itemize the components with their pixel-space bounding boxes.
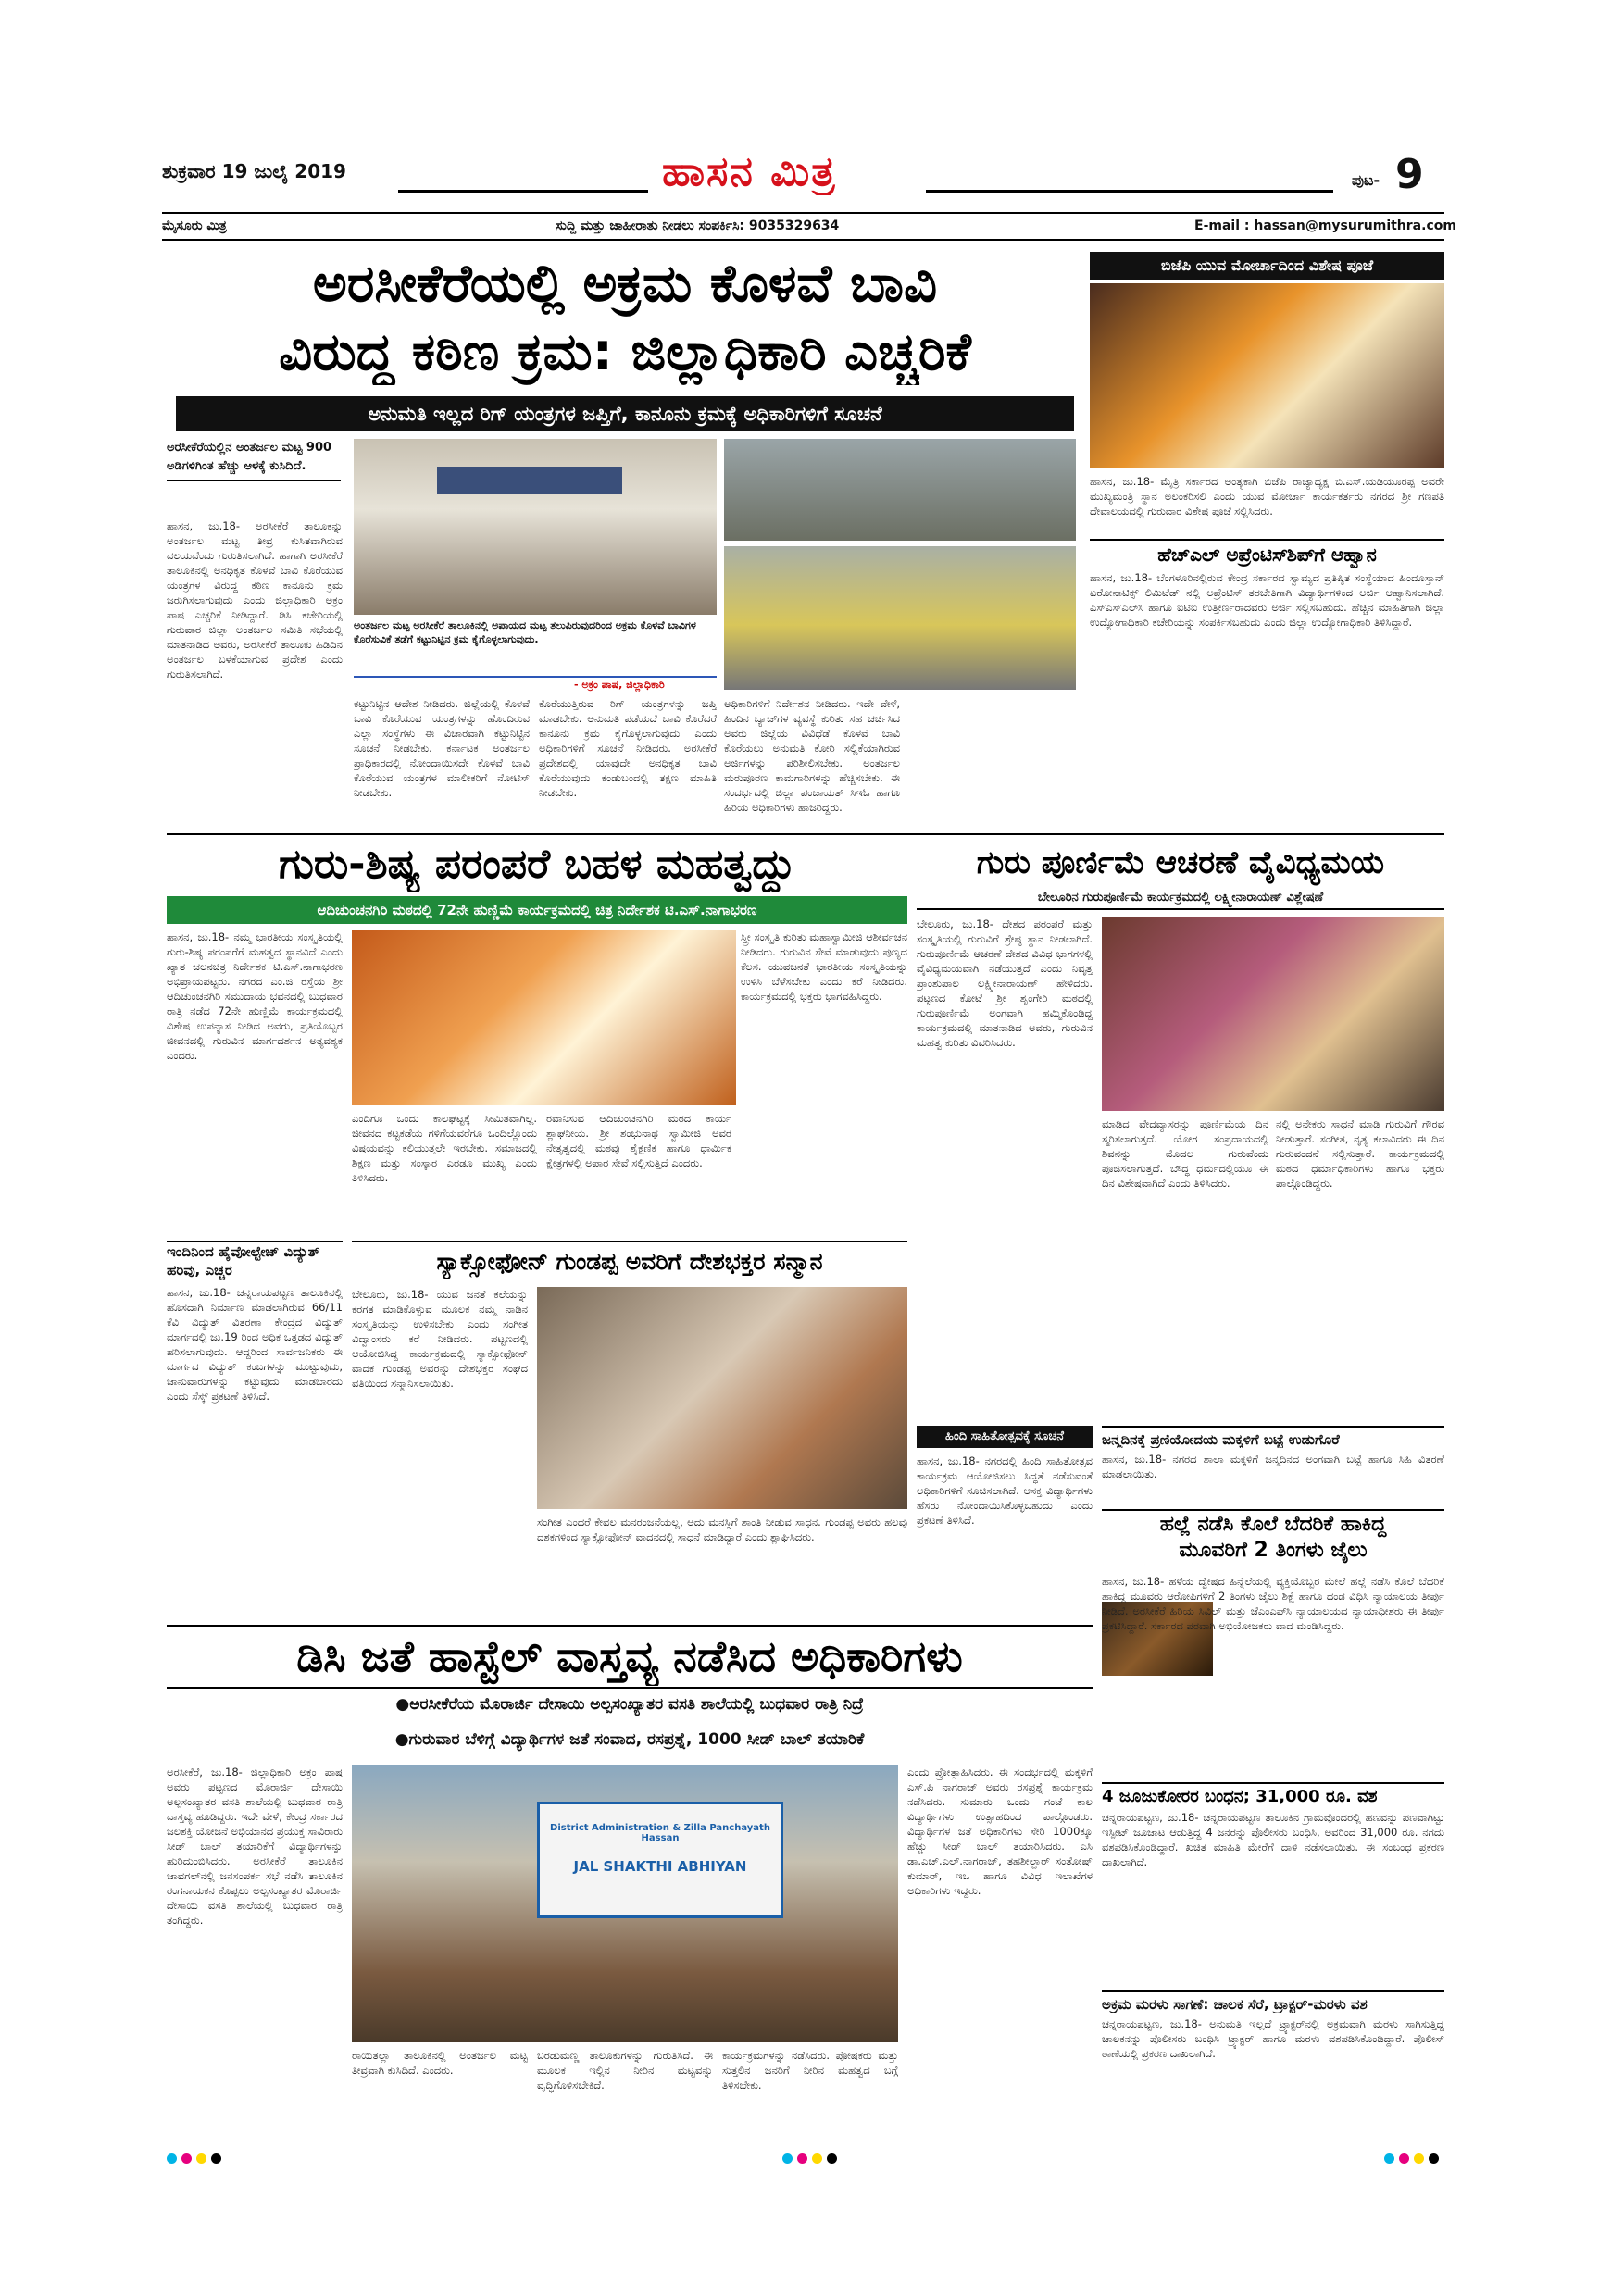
color-bar-left — [167, 2150, 226, 2167]
poornime-text3: ನಲ್ಲಿ ಅನೇಕರು ಸಾಧನೆ ಮಾಡಿ ಗುರುವಿಗೆ ಗೌರವ ನೀಡುತ್ತಾರೆ. ಸಂಗೀತ, ನೃತ್ಯ ಕಲಾವಿದರು ಈ ದಿನ ಗುರುವಂದನೆ ಸಲ್ಲಿಸುತ್ತಾರೆ. ಕಾರ್ಯಕ್ರಮದಲ್ಲಿ ಮಠದ ಧರ್ಮಾಧಿಕಾರಿಗಳು ಹಾಗೂ ಭಕ್ತರು ಪಾಲ್ಗೊಂಡಿದ್ದರು. — [1276, 1117, 1444, 1190]
hostel-col2: ರಾಯಿತಲ್ಲಾ ತಾಲೂಕಿನಲ್ಲಿ ಅಂತರ್ಜಲ ಮಟ್ಟ ತೀವ್ರವಾಗಿ ಕುಸಿದಿದೆ. ಎಂದರು. — [352, 2049, 528, 2077]
header-rule-left — [398, 190, 648, 193]
lead-col3: ಕೊರೆಯುತ್ತಿರುವ ರಿಗ್ ಯಂತ್ರಗಳನ್ನು ಜಪ್ತಿ ಮಾಡಬೇಕು. ಅನುಮತಿ ಪಡೆಯದೆ ಬಾವಿ ಕೊರೆದರೆ ಕಾನೂನು ಕ್ರಮ ಕೈಗೊಳ್ಳಲಾಗುವುದು ಎಂದು ಅಧಿಕಾರಿಗಳಿಗೆ ಸೂಚನೆ ನೀಡಿದರು. ಅರಸೀಕೆರೆ ಪ್ರದೇಶದಲ್ಲಿ ಯಾವುದೇ ಅನಧಿಕೃತ ಬಾವಿ ಕೊರೆಯುವುದು ಕಂಡುಬಂದಲ್ಲಿ ತಕ್ಷಣ ಮಾಹಿತಿ ನೀಡಬೇಕು. — [539, 697, 717, 799]
page-label: ಪುಟ- — [1352, 171, 1380, 189]
hostel-col1: ಅರಸೀಕೆರೆ, ಜು.18- ಜಿಲ್ಲಾಧಿಕಾರಿ ಅಕ್ರಂ ಪಾಷ ಅವರು ಪಟ್ಟಣದ ಮೊರಾರ್ಜಿ ದೇಸಾಯಿ ಅಲ್ಪಸಂಖ್ಯಾತರ ವಸತಿ ಶಾಲೆಯಲ್ಲಿ ಬುಧವಾರ ರಾತ್ರಿ ವಾಸ್ತವ್ಯ ಹೂಡಿದ್ದರು. ಇದೇ ವೇಳೆ, ಕೇಂದ್ರ ಸರ್ಕಾರದ ಜಲಶಕ್ತಿ ಯೋಜನೆ ಅಭಿಯಾನದ ಪ್ರಯುಕ್ತ ಸಾವಿರಾರು ಸೀಡ್ ಬಾಲ್ ತಯಾರಿಕೆಗೆ ವಿದ್ಯಾರ್ಥಿಗಳನ್ನು ಹುರಿದುಂಬಿಸಿದರು. ಅರಸೀಕೆರೆ ತಾಲೂಕಿನ ಜಾವಗಲ್‌ನಲ್ಲಿ ಜನಸಂಪರ್ಕ ಸಭೆ ನಡೆಸಿ ತಾಲೂಕಿನ ರಂಗನಾಯಕನ ಕೊಪ್ಪಲು ಅಲ್ಪಸಂಖ್ಯಾತರ ಮೊರಾರ್ಜಿ ದೇಸಾಯಿ ವಸತಿ ಶಾಲೆಯಲ್ಲಿ ಬುಧವಾರ ರಾತ್ರಿ ತಂಗಿದ್ದರು. — [167, 1766, 343, 1927]
dot-black — [1429, 2153, 1439, 2164]
dot-magenta — [181, 2153, 192, 2164]
poornime-text2: ಮಾಡಿದ ವೇದವ್ಯಾಸರನ್ನು ಪೂರ್ಣಿಮೆಯ ದಿನ ಸ್ಮರಿಸಲಾಗುತ್ತದೆ. ಯೋಗ ಸಂಪ್ರದಾಯದಲ್ಲಿ ಶಿವನನ್ನು ಮೊದಲ ಗುರುವೆಂದು ಪೂಜಿಸಲಾಗುತ್ತದೆ. ಬೌದ್ಧ ಧರ್ಮದಲ್ಲಿಯೂ ಈ ದಿನ ವಿಶೇಷವಾಗಿದೆ ಎಂದು ತಿಳಿಸಿದರು. — [1102, 1117, 1268, 1190]
lead-col1: ಹಾಸನ, ಜು.18- ಅರಸೀಕೆರೆ ತಾಲೂಕನ್ನು ಅಂತರ್ಜಲ ಮಟ್ಟ ತೀವ್ರ ಕುಸಿತವಾಗಿರುವ ವಲಯವೆಂದು ಗುರುತಿಸಲಾಗಿದೆ. ಹಾಗಾಗಿ ಅರಸೀಕೆರೆ ತಾಲೂಕಿನಲ್ಲಿ ಅನಧಿಕೃತ ಕೊಳವೆ ಬಾವಿ ಕೊರೆಯುವ ಯಂತ್ರಗಳ ವಿರುದ್ಧ ಕಠಿಣ ಕಾನೂನು ಕ್ರಮ ಜರುಗಿಸಲಾಗುವುದು ಎಂದು ಜಿಲ್ಲಾಧಿಕಾರಿ ಅಕ್ರಂ ಪಾಷ ಎಚ್ಚರಿಕೆ ನೀಡಿದ್ದಾರೆ. ಡಿಸಿ ಕಚೇರಿಯಲ್ಲಿ ಗುರುವಾರ ಜಿಲ್ಲಾ ಅಂತರ್ಜಲ ಸಮಿತಿ ಸಭೆಯಲ್ಲಿ ಮಾತನಾಡಿದ ಅವರು, ಅರಸೀಕೆರೆ ತಾಲೂಕು ಹಿಡಿದಿನ ಅಂತರ್ಜಲ ಬಳಕೆಯಾಗುವ ಪ್ರದೇಶ ಎಂದು ಗುರುತಿಸಲಾಗಿದೆ. — [167, 519, 343, 680]
dot-yellow — [196, 2153, 206, 2164]
electric-title: ಇಂದಿನಿಂದ ಹೈವೋಲ್ಟೇಜ್ ವಿದ್ಯುತ್ ಹರಿವು, ಎಚ್ಚರ — [167, 1241, 343, 1279]
guru-col1: ಹಾಸನ, ಜು.18- ನಮ್ಮ ಭಾರತೀಯ ಸಂಸ್ಕೃತಿಯಲ್ಲಿ ಗುರು-ಶಿಷ್ಯ ಪರಂಪರೆಗೆ ಮಹತ್ವದ ಸ್ಥಾನವಿದೆ ಎಂದು ಖ್ಯಾತ ಚಲನಚಿತ್ರ ನಿರ್ದೇಶಕ ಟಿ.ಎಸ್.ನಾಗಾಭರಣ ಅಭಿಪ್ರಾಯಪಟ್ಟರು. ನಗರದ ಎಂ.ಜಿ ರಸ್ತೆಯ ಶ್ರೀ ಆದಿಚುಂಚನಗಿರಿ ಸಮುದಾಯ ಭವನದಲ್ಲಿ ಬುಧವಾರ ರಾತ್ರಿ ನಡೆದ 72ನೇ ಹುಣ್ಣಿಮೆ ಕಾರ್ಯಕ್ರಮದಲ್ಲಿ ವಿಶೇಷ ಉಪನ್ಯಾಸ ನೀಡಿದ ಅವರು, ಪ್ರತಿಯೊಬ್ಬರ ಜೀವನದಲ್ಲಿ ಗುರುವಿನ ಮಾರ್ಗದರ್ಶನ ಅತ್ಯವಶ್ಯಕ ಎಂದರು. — [167, 930, 343, 1062]
dot-yellow — [812, 2153, 822, 2164]
issue-date: ಶುಕ್ರವಾರ 19 ಜುಲೈ 2019 — [162, 160, 346, 182]
poornime-text: ಬೇಲೂರು, ಜು.18- ದೇಶದ ಪರಂಪರೆ ಮತ್ತು ಸಂಸ್ಕೃತಿಯಲ್ಲಿ ಗುರುವಿಗೆ ಶ್ರೇಷ್ಠ ಸ್ಥಾನ ನೀಡಲಾಗಿದೆ. ಗುರುಪೂರ್ಣಿಮೆ ಆಚರಣೆ ದೇಶದ ವಿವಿಧ ಭಾಗಗಳಲ್ಲಿ ವೈವಿಧ್ಯಮಯವಾಗಿ ನಡೆಯುತ್ತದೆ ಎಂದು ನಿವೃತ್ತ ಪ್ರಾಂಶುಪಾಲ ಲಕ್ಷ್ಮೀನಾರಾಯಣ್ ಹೇಳಿದರು. ಪಟ್ಟಣದ ಕೋಟೆ ಶ್ರೀ ಶೃಂಗೇರಿ ಮಠದಲ್ಲಿ ಗುರುಪೂರ್ಣಿಮೆ ಅಂಗವಾಗಿ ಹಮ್ಮಿಕೊಂಡಿದ್ದ ಕಾರ್ಯಕ್ರಮದಲ್ಲಿ ಮಾತನಾಡಿದ ಅವರು, ಗುರುವಿನ ಮಹತ್ವ ಕುರಿತು ವಿವರಿಸಿದರು. — [917, 917, 1093, 1049]
sidebar-story2-title: ಹೆಚ್‍ಎಲ್ ಅಪ್ರೆಂಟಿಸ್‍ಶಿಪ್‍ಗೆ ಆಹ್ವಾನ — [1090, 539, 1444, 568]
lead-headline-2: ವಿರುದ್ಧ ಕಠಿಣ ಕ್ರಮ: ಜಿಲ್ಲಾಧಿಕಾರಿ ಎಚ್ಚರಿಕೆ — [279, 322, 971, 382]
dot-black — [827, 2153, 837, 2164]
dot-cyan — [782, 2153, 793, 2164]
hostel-bullet2: ●ಗುರುವಾರ ಬೆಳಿಗ್ಗೆ ವಿದ್ಯಾರ್ಥಿಗಳ ಜತೆ ಸಂವಾದ, ರಸಪ್ರಶ್ನೆ, 1000 ಸೀಡ್ ಬಾಲ್ ತಯಾರಿಕೆ — [394, 1730, 865, 1749]
dot-black — [211, 2153, 221, 2164]
sidebar-story1-title: ಬಿಜೆಪಿ ಯುವ ಮೋರ್ಚಾದಿಂದ ವಿಶೇಷ ಪೂಜೆ — [1090, 252, 1444, 280]
saxophone-title: ಸ್ಯಾಕ್ಸೋಫೋನ್ ಗುಂಡಪ್ಪ ಅವರಿಗೆ ದೇಶಭಕ್ತರ ಸನ್ಮಾನ — [352, 1241, 907, 1281]
edition-name: ಮೈಸೂರು ಮಿತ್ರ — [162, 218, 227, 233]
jail-title-2: ಮೂವರಿಗೆ 2 ತಿಂಗಳು ಜೈಲು — [1179, 1539, 1368, 1562]
contact-line: ಸುದ್ದಿ ಮತ್ತು ಜಾಹೀರಾತು ನೀಡಲು ಸಂಪರ್ಕಿಸಿ: 9035329634 — [556, 218, 840, 233]
janatha-title: ಜನ್ಮದಿನಕ್ಕೆ ಪ್ರಣಿಯೋದಯ ಮಕ್ಕಳಿಗೆ ಬಟ್ಟೆ ಉಡುಗೊರೆ — [1102, 1426, 1444, 1448]
electric-text: ಹಾಸನ, ಜು.18- ಚನ್ನರಾಯಪಟ್ಟಣ ತಾಲೂಕಿನಲ್ಲಿ ಹೊಸದಾಗಿ ನಿರ್ಮಾಣ ಮಾಡಲಾಗಿರುವ 66/11 ಕೆವಿ ವಿದ್ಯುತ್ ವಿತರಣಾ ಕೇಂದ್ರದ ವಿದ್ಯುತ್ ಮಾರ್ಗದಲ್ಲಿ ಜು.19 ರಿಂದ ಅಧಿಕ ಒತ್ತಡದ ವಿದ್ಯುತ್ ಹರಿಸಲಾಗುವುದು. ಆದ್ದರಿಂದ ಸಾರ್ವಜನಿಕರು ಈ ಮಾರ್ಗದ ವಿದ್ಯುತ್ ಕಂಬಗಳನ್ನು ಮುಟ್ಟುವುದು, ಜಾನುವಾರುಗಳನ್ನು ಕಟ್ಟುವುದು ಮಾಡಬಾರದು ಎಂದು ಸೆಸ್ಕ್ ಪ್ರಕಟಣೆ ತಿಳಿಸಿದೆ. — [167, 1286, 343, 1403]
hindi-text: ಹಾಸನ, ಜು.18- ನಗರದಲ್ಲಿ ಹಿಂದಿ ಸಾಹಿತೋತ್ಸವ ಕಾರ್ಯಕ್ರಮ ಆಯೋಜಿಸಲು ಸಿದ್ಧತೆ ನಡೆಸುವಂತೆ ಅಧಿಕಾರಿಗಳಿಗೆ ಸೂಚಿಸಲಾಗಿದೆ. ಆಸಕ್ತ ವಿದ್ಯಾರ್ಥಿಗಳು ಹೆಸರು ನೋಂದಾಯಿಸಿಕೊಳ್ಳಬಹುದು ಎಂದು ಪ್ರಕಟಣೆ ತಿಳಿಸಿದೆ. — [917, 1454, 1093, 1527]
jail-text: ಹಾಸನ, ಜು.18- ಹಳೆಯ ದ್ವೇಷದ ಹಿನ್ನೆಲೆಯಲ್ಲಿ ವ್ಯಕ್ತಿಯೊಬ್ಬರ ಮೇಲೆ ಹಲ್ಲೆ ನಡೆಸಿ ಕೊಲೆ ಬೆದರಿಕೆ ಹಾಕಿದ್ದ ಮೂವರು ಆರೋಪಿಗಳಿಗೆ 2 ತಿಂಗಳು ಜೈಲು ಶಿಕ್ಷೆ ಹಾಗೂ ದಂಡ ವಿಧಿಸಿ ನ್ಯಾಯಾಲಯ ತೀರ್ಪು ನೀಡಿದೆ. ಅರಸೀಕೆರೆ ಹಿರಿಯ ಸಿವಿಲ್ ಮತ್ತು ಜೆಎಂಎಫ್‍ಸಿ ನ್ಯಾಯಾಲಯದ ನ್ಯಾಯಾಧೀಶರು ಈ ತೀರ್ಪು ಪ್ರಕಟಿಸಿದ್ದಾರೆ. ಸರ್ಕಾರದ ಪರವಾಗಿ ಅಭಿಯೋಜಕರು ವಾದ ಮಂಡಿಸಿದ್ದರು. — [1102, 1575, 1444, 1632]
hindi-title: ಹಿಂದಿ ಸಾಹಿತೋತ್ಸವಕ್ಕೆ ಸೂಚನೆ — [917, 1426, 1093, 1448]
hostel-bullet1: ●ಅರಸೀಕೆರೆಯ ಮೊರಾರ್ಜಿ ದೇಸಾಯಿ ಅಲ್ಪಸಂಖ್ಯಾತರ ವಸತಿ ಶಾಲೆಯಲ್ಲಿ ಬುಧವಾರ ರಾತ್ರಿ ನಿದ್ರೆ — [395, 1695, 864, 1714]
lead-strap: ಅನುಮತಿ ಇಲ್ಲದ ರಿಗ್ ಯಂತ್ರಗಳ ಜಪ್ತಿಗೆ, ಕಾನೂನು ಕ್ರಮಕ್ಕೆ ಅಧಿಕಾರಿಗಳಿಗೆ ಸೂಚನೆ — [176, 396, 1074, 431]
lead-col4: ಅಧಿಕಾರಿಗಳಿಗೆ ನಿರ್ದೇಶನ ನೀಡಿದರು. ಇದೇ ವೇಳೆ, ಹಿಂದಿನ ಬ್ಯಾಚ್‍ಗಳ ವ್ಯವಸ್ಥೆ ಕುರಿತು ಸಹ ಚರ್ಚಿಸಿದ ಅವರು ಜಿಲ್ಲೆಯ ವಿವಿಧೆಡೆ ಕೊಳವೆ ಬಾವಿ ಕೊರೆಯಲು ಅನುಮತಿ ಕೋರಿ ಸಲ್ಲಿಕೆಯಾಗಿರುವ ಅರ್ಜಿಗಳನ್ನು ಪರಿಶೀಲಿಸಬೇಕು. ಅಂತರ್ಜಲ ಮರುಪೂರಣ ಕಾಮಗಾರಿಗಳನ್ನು ಹೆಚ್ಚಿಸಬೇಕು. ಈ ಸಂದರ್ಭದಲ್ಲಿ ಜಿಲ್ಲಾ ಪಂಚಾಯತ್ ಸಿಇಓ ಹಾಗೂ ಹಿರಿಯ ಅಧಿಕಾರಿಗಳು ಹಾಜರಿದ್ದರು. — [724, 697, 900, 814]
guru-strap: ಆದಿಚುಂಚನಗಿರಿ ಮಠದಲ್ಲಿ 72ನೇ ಹುಣ್ಣಿಮೆ ಕಾರ್ಯಕ್ರಮದಲ್ಲಿ ಚಿತ್ರ ನಿರ್ದೇಶಕ ಟಿ.ಎಸ್.ನಾಗಾಭರಣ — [167, 896, 907, 924]
sand-text: ಚನ್ನರಾಯಪಟ್ಟಣ, ಜು.18- ಅನುಮತಿ ಇಲ್ಲದೆ ಟ್ರ್ಯಾಕ್ಟರ್‌ನಲ್ಲಿ ಅಕ್ರಮವಾಗಿ ಮರಳು ಸಾಗಿಸುತ್ತಿದ್ದ ಚಾಲಕನನ್ನು ಪೊಲೀಸರು ಬಂಧಿಸಿ ಟ್ರ್ಯಾಕ್ಟರ್ ಹಾಗೂ ಮರಳು ವಶಪಡಿಸಿಕೊಂಡಿದ್ದಾರೆ. ಪೊಲೀಸ್ ಠಾಣೆಯಲ್ಲಿ ಪ್ರಕರಣ ದಾಖಲಾಗಿದೆ. — [1102, 2017, 1444, 2060]
saxophone-photo — [537, 1287, 907, 1509]
saxophone-text2: ಸಂಗೀತ ಎಂದರೆ ಕೇವಲ ಮನರಂಜನೆಯಲ್ಲ, ಅದು ಮನಸ್ಸಿಗೆ ಶಾಂತಿ ನೀಡುವ ಸಾಧನ. ಗುಂಡಪ್ಪ ಅವರು ಹಲವು ದಶಕಗಳಿಂದ ಸ್ಯಾಕ್ಸೋಫೋನ್ ವಾದನದಲ್ಲಿ ಸಾಧನೆ ಮಾಡಿದ್ದಾರೆ ಎಂದು ಶ್ಲಾಘಿಸಿದರು. — [537, 1516, 907, 1543]
hostel-rule — [167, 1687, 1093, 1689]
hostel-headline: ಡಿಸಿ ಜತೆ ಹಾಸ್ಟೆಲ್ ವಾಸ್ತವ್ಯ ನಡೆಸಿದ ಅಧಿಕಾರಿಗಳು — [167, 1625, 1093, 1686]
guru-col3: ರವಾನಿಸುವ ಆದಿಚುಂಚನಗಿರಿ ಮಠದ ಕಾರ್ಯ ಶ್ಲಾಘನೀಯ. ಶ್ರೀ ಶಂಭುನಾಥ ಸ್ವಾಮೀಜಿ ಅವರ ನೇತೃತ್ವದಲ್ಲಿ ಮಠವು ಶೈಕ್ಷಣಿಕ ಹಾಗೂ ಧಾರ್ಮಿಕ ಕ್ಷೇತ್ರಗಳಲ್ಲಿ ಅಪಾರ ಸೇವೆ ಸಲ್ಲಿಸುತ್ತಿದೆ ಎಂದರು. — [546, 1112, 731, 1169]
page-number: 9 — [1395, 151, 1424, 198]
lead-meeting-photo — [354, 439, 717, 615]
guru-headline: ಗುರು-ಶಿಷ್ಯ ಪರಂಪರೆ ಬಹಳ ಮಹತ್ವದ್ದು — [279, 841, 795, 888]
lead-col2: ಕಟ್ಟುನಿಟ್ಟಿನ ಆದೇಶ ನೀಡಿದರು. ಜಿಲ್ಲೆಯಲ್ಲಿ ಕೊಳವೆ ಬಾವಿ ಕೊರೆಯುವ ಯಂತ್ರಗಳನ್ನು ಹೊಂದಿರುವ ಎಲ್ಲಾ ಸಂಸ್ಥೆಗಳು ಈ ವಿಚಾರವಾಗಿ ಕಟ್ಟುನಿಟ್ಟಿನ ಸೂಚನೆ ನೀಡಬೇಕು. ಕರ್ನಾಟಕ ಅಂತರ್ಜಲ ಪ್ರಾಧಿಕಾರದಲ್ಲಿ ನೋಂದಾಯಿಸದೇ ಕೊಳವೆ ಬಾವಿ ಕೊರೆಯುವ ಯಂತ್ರಗಳ ಮಾಲೀಕರಿಗೆ ನೋಟಿಸ್ ನೀಡಬೇಕು. — [354, 697, 530, 799]
saxophone-text: ಬೇಲೂರು, ಜು.18- ಯುವ ಜನತೆ ಕಲೆಯನ್ನು ಕರಗತ ಮಾಡಿಕೊಳ್ಳುವ ಮೂಲಕ ನಮ್ಮ ನಾಡಿನ ಸಂಸ್ಕೃತಿಯನ್ನು ಉಳಿಸಬೇಕು ಎಂದು ಸಂಗೀತ ವಿದ್ವಾಂಸರು ಕರೆ ನೀಡಿದರು. ಪಟ್ಟಣದಲ್ಲಿ ಆಯೋಜಿಸಿದ್ದ ಕಾರ್ಯಕ್ರಮದಲ್ಲಿ ಸ್ಯಾಕ್ಸೋಫೋನ್ ವಾದಕ ಗುಂಡಪ್ಪ ಅವರನ್ನು ದೇಶಭಕ್ತರ ಸಂಘದ ವತಿಯಿಂದ ಸನ್ಮಾನಿಸಲಾಯಿತು. — [352, 1288, 528, 1390]
dot-cyan — [167, 2153, 177, 2164]
photo-placeholder — [437, 467, 622, 494]
dot-magenta — [1399, 2153, 1409, 2164]
sidebar-story2-text: ಹಾಸನ, ಜು.18- ಬೆಂಗಳೂರಿನಲ್ಲಿರುವ ಕೇಂದ್ರ ಸರ್ಕಾರದ ಸ್ವಾಮ್ಯದ ಪ್ರತಿಷ್ಠಿತ ಸಂಸ್ಥೆಯಾದ ಹಿಂದೂಸ್ತಾನ್ ಏರೋನಾಟಿಕ್ಸ್ ಲಿಮಿಟೆಡ್ ನಲ್ಲಿ ಅಪ್ರೆಂಟಿಸ್ ತರಬೇತಿಗಾಗಿ ವಿದ್ಯಾರ್ಥಿಗಳಿಂದ ಅರ್ಜಿ ಆಹ್ವಾನಿಸಲಾಗಿದೆ. ಎಸ್‍ಎಸ್‍ಎಲ್‍ಸಿ ಹಾಗೂ ಐಟಿಐ ಉತ್ತೀರ್ಣರಾದವರು ಅರ್ಜಿ ಸಲ್ಲಿಸಬಹುದು. ಹೆಚ್ಚಿನ ಮಾಹಿತಿಗಾಗಿ ಜಿಲ್ಲಾ ಉದ್ಯೋಗಾಧಿಕಾರಿ ಕಚೇರಿಯನ್ನು ಸಂಪರ್ಕಿಸಬಹುದು ಎಂದು ಜಿಲ್ಲಾ ಉದ್ಯೋಗಾಧಿಕಾರಿ ತಿಳಿಸಿದ್ದಾರೆ. — [1090, 571, 1444, 629]
masthead: ಹಾಸನ ಮಿತ್ರ — [662, 148, 837, 195]
jail-title-1: ಹಲ್ಲೆ ನಡೆಸಿ ಕೊಲೆ ಬೆದರಿಕೆ ಹಾಕಿದ್ದ — [1102, 1509, 1444, 1539]
lead-pull: ಅರಸೀಕೆರೆಯಲ್ಲಿನ ಅಂತರ್ಜಲ ಮಟ್ಟ 900 ಅಡಿಗಳಿಗಿಂತ ಹೆಚ್ಚು ಆಳಕ್ಕೆ ಕುಸಿದಿದೆ. — [167, 439, 341, 481]
dot-cyan — [1384, 2153, 1394, 2164]
poornime-photo — [1102, 917, 1444, 1111]
gamble-text: ಚನ್ನರಾಯಪಟ್ಟಣ, ಜು.18- ಚನ್ನರಾಯಪಟ್ಟಣ ತಾಲೂಕಿನ ಗ್ರಾಮವೊಂದರಲ್ಲಿ ಹಣವನ್ನು ಪಣವಾಗಿಟ್ಟು ಇಸ್ಪೀಟ್ ಜೂಜಾಟ ಆಡುತ್ತಿದ್ದ 4 ಜನರನ್ನು ಪೊಲೀಸರು ಬಂಧಿಸಿ, ಅವರಿಂದ 31,000 ರೂ. ನಗದು ವಶಪಡಿಸಿಕೊಂಡಿದ್ದಾರೆ. ಖಚಿತ ಮಾಹಿತಿ ಮೇರೆಗೆ ದಾಳಿ ನಡೆಸಲಾಯಿತು. ಈ ಸಂಬಂಧ ಪ್ರಕರಣ ದಾಖಲಾಗಿದೆ. — [1102, 1811, 1444, 1868]
poornime-headline: ಗುರು ಪೂರ್ಣಿಮೆ ಆಚರಣೆ ವೈವಿಧ್ಯಮಯ — [976, 844, 1385, 881]
lead-headline-1: ಅರಸೀಕೆರೆಯಲ್ಲಿ ಅಕ್ರಮ ಕೊಳವೆ ಬಾವಿ — [312, 254, 938, 314]
janatha-text: ಹಾಸನ, ಜು.18- ನಗರದ ಶಾಲಾ ಮಕ್ಕಳಿಗೆ ಜನ್ಮದಿನದ ಅಂಗವಾಗಿ ಬಟ್ಟೆ ಹಾಗೂ ಸಿಹಿ ವಿತರಣೆ ಮಾಡಲಾಯಿತು. — [1102, 1453, 1444, 1480]
guru-photo — [352, 930, 736, 1105]
header-rule-bottom — [162, 239, 1444, 241]
hostel-col4: ಕಾರ್ಯಕ್ರಮಗಳನ್ನು ನಡೆಸಿದರು. ಪೋಷಕರು ಮತ್ತು ಸುತ್ತಲಿನ ಜನರಿಗೆ ನೀರಿನ ಮಹತ್ವದ ಬಗ್ಗೆ ತಿಳಿಸಬೇಕು. — [722, 2049, 898, 2091]
lead-rig-photo — [724, 546, 1076, 690]
banner-title: JAL SHAKTHI ABHIYAN — [573, 1858, 747, 1875]
dot-magenta — [797, 2153, 807, 2164]
pooja-photo — [1090, 283, 1444, 468]
sidebar-story1-text: ಹಾಸನ, ಜು.18- ಮೈತ್ರಿ ಸರ್ಕಾರದ ಅಂತ್ಯಕಾಗಿ ಬಿಜೆಪಿ ರಾಜ್ಯಾಧ್ಯಕ್ಷ ಬಿ.ಎಸ್.ಯಡಿಯೂರಪ್ಪ ಅವರೇ ಮುಖ್ಯಮಂತ್ರಿ ಸ್ಥಾನ ಅಲಂಕರಿಸಲಿ ಎಂದು ಯುವ ಮೋರ್ಚಾ ಕಾರ್ಯಕರ್ತರು ನಗರದ ಶ್ರೀ ಗಣಪತಿ ದೇವಾಲಯದಲ್ಲಿ ಗುರುವಾರ ವಿಶೇಷ ಪೂಜೆ ಸಲ್ಲಿಸಿದರು. — [1090, 475, 1444, 518]
poornime-strap: ಬೇಲೂರಿನ ಗುರುಪೂರ್ಣಿಮೆ ಕಾರ್ಯಕ್ರಮದಲ್ಲಿ ಲಕ್ಷ್ಮೀನಾರಾಯಣ್ ವಿಶ್ಲೇಷಣೆ — [917, 891, 1444, 910]
color-bar-center — [782, 2150, 842, 2167]
section-rule — [167, 833, 1444, 835]
gamble-title: 4 ಜೂಜುಕೋರರ ಬಂಧನ; 31,000 ರೂ. ವಶ — [1102, 1782, 1444, 1810]
banner-sub: District Administration & Zilla Panchayath Hassan — [550, 1823, 770, 1843]
sand-title: ಅಕ್ರಮ ಮರಳು ಸಾಗಣೆ: ಚಾಲಕ ಸೆರೆ, ಟ್ರ್ಯಾಕ್ಟರ್-ಮರಳು ವಶ — [1102, 1990, 1444, 2013]
header-rule-right — [926, 190, 1333, 193]
color-bar-right — [1384, 2150, 1443, 2167]
dot-yellow — [1414, 2153, 1424, 2164]
lead-pipes-photo — [724, 439, 1076, 541]
hostel-photo — [352, 1765, 898, 2042]
hostel-banner — [537, 1802, 783, 1918]
hostel-col3: ಬರಡುಮಣ್ಣ ತಾಲೂಕುಗಳನ್ನು ಗುರುತಿಸಿದೆ. ಈ ಮೂಲಕ ಇಲ್ಲಿನ ನೀರಿನ ಮಟ್ಟವನ್ನು ವೃದ್ಧಿಗೊಳಿಸಬೇಕಿದೆ. — [537, 2049, 713, 2091]
hostel-col5: ಎಂದು ಪ್ರೋತ್ಸಾಹಿಸಿದರು. ಈ ಸಂದರ್ಭದಲ್ಲಿ ಮಕ್ಕಳಿಗೆ ಎಸ್.ಪಿ ನಾಗರಾಜ್ ಅವರು ರಸಪ್ರಶ್ನೆ ಕಾರ್ಯಕ್ರಮ ನಡೆಸಿದರು. ಸುಮಾರು ಒಂದು ಗಂಟೆ ಕಾಲ ವಿದ್ಯಾರ್ಥಿಗಳು ಉತ್ಸಾಹದಿಂದ ಪಾಲ್ಗೊಂಡರು. ವಿದ್ಯಾರ್ಥಿಗಳ ಜತೆ ಅಧಿಕಾರಿಗಳು ಸೇರಿ 1000ಕ್ಕೂ ಹೆಚ್ಚು ಸೀಡ್ ಬಾಲ್ ತಯಾರಿಸಿದರು. ಎಸಿ ಡಾ.ಎಚ್.ಎಲ್.ನಾಗರಾಜ್, ತಹಶೀಲ್ದಾರ್ ಸಂತೋಷ್ ಕುಮಾರ್, ಇಒ ಹಾಗೂ ವಿವಿಧ ಇಲಾಖೆಗಳ ಅಧಿಕಾರಿಗಳು ಇದ್ದರು. — [907, 1766, 1093, 1897]
email-line: E-mail : hassan@mysurumithra.com — [1194, 218, 1456, 233]
guru-col2: ಎಂದಿಗೂ ಒಂದು ಕಾಲಘಟ್ಟಕ್ಕೆ ಸೀಮಿತವಾಗಿಲ್ಲ. ಜೀವನದ ಕಟ್ಟಕಡೆಯ ಗಳಿಗೆಯವರೆಗೂ ಒಂದಿಲ್ಲೊಂದು ವಿಷಯವನ್ನು ಕಲಿಯುತ್ತಲೇ ಇರಬೇಕು. ಸಮಾಜದಲ್ಲಿ ಶಿಕ್ಷಣ ಮತ್ತು ಸಂಸ್ಕಾರ ಎರಡೂ ಮುಖ್ಯ ಎಂದು ತಿಳಿಸಿದರು. — [352, 1112, 537, 1184]
header-rule — [162, 212, 1444, 214]
lead-quote: ಅಂತರ್ಜಲ ಮಟ್ಟ ಅರಸೀಕೆರೆ ತಾಲೂಕಿನಲ್ಲಿ ಅಪಾಯದ ಮಟ್ಟ ತಲುಪಿರುವುದರಿಂದ ಅಕ್ರಮ ಕೊಳವೆ ಬಾವಿಗಳ ಕೊರೆಸುವಿಕೆ ತಡೆಗೆ ಕಟ್ಟುನಿಟ್ಟಿನ ಕ್ರಮ ಕೈಗೊಳ್ಳಲಾಗುವುದು. — [354, 618, 717, 678]
lead-quote-by: - ಅಕ್ರಂ ಪಾಷ, ಜಿಲ್ಲಾಧಿಕಾರಿ — [574, 679, 665, 691]
guru-col4: ಸ್ತ್ರೀ ಸಂಸ್ಕೃತಿ ಕುರಿತು ಮಹಾಸ್ವಾಮೀಜಿ ಆಶೀರ್ವಚನ ನೀಡಿದರು. ಗುರುವಿನ ಸೇವೆ ಮಾಡುವುದು ಪುಣ್ಯದ ಕೆಲಸ. ಯುವಜನತೆ ಭಾರತೀಯ ಸಂಸ್ಕೃತಿಯನ್ನು ಉಳಿಸಿ ಬೆಳೆಸಬೇಕು ಎಂದು ಕರೆ ನೀಡಿದರು. ಕಾರ್ಯಕ್ರಮದಲ್ಲಿ ಭಕ್ತರು ಭಾಗವಹಿಸಿದ್ದರು. — [741, 930, 907, 1003]
